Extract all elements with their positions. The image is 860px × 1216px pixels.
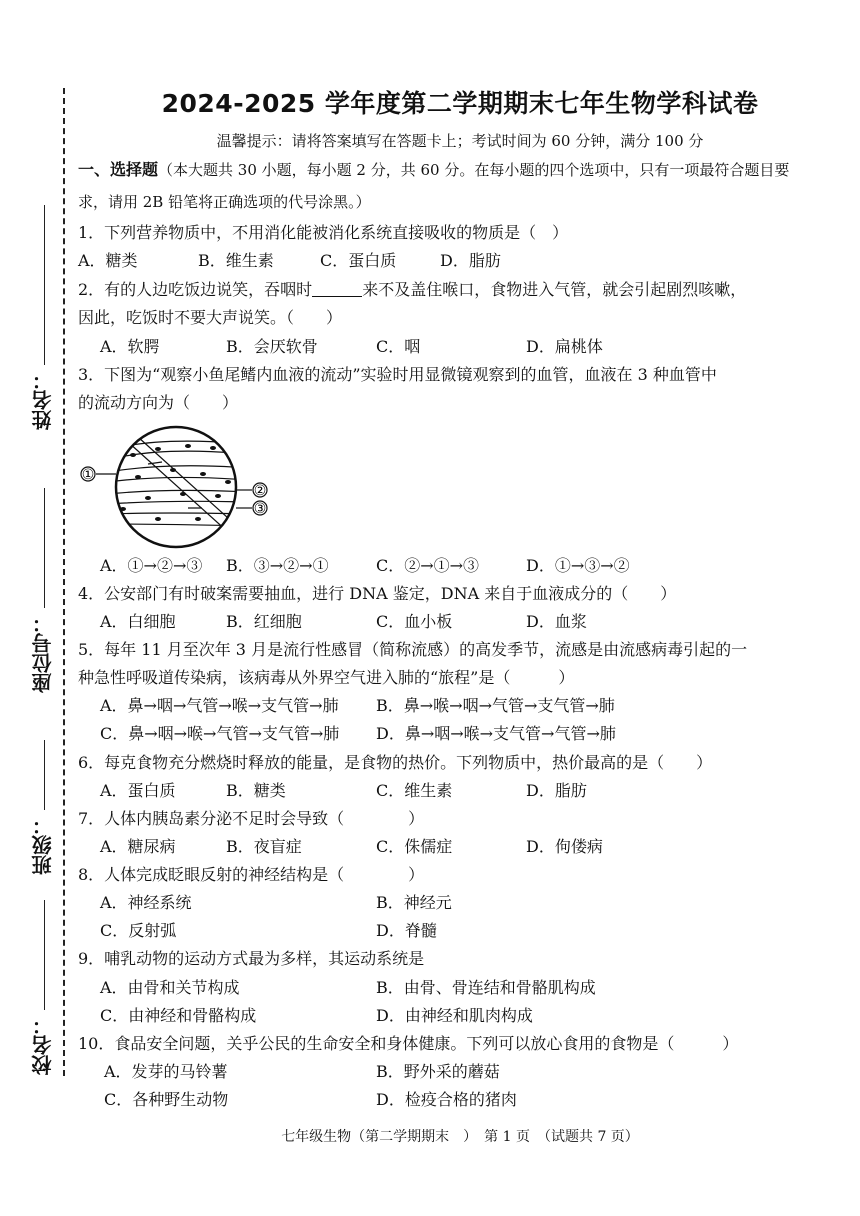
- q2-option-b[interactable]: B．会厌软骨: [226, 337, 318, 356]
- q9-option-d[interactable]: D．由神经和肌肉构成: [376, 1006, 533, 1025]
- q5-options-row2: [100, 720, 790, 748]
- q7-option-d[interactable]: D．佝偻病: [526, 837, 603, 856]
- q4-option-d[interactable]: D．血浆: [526, 612, 587, 631]
- q4-options: [100, 608, 790, 636]
- q2-option-a[interactable]: A．软腭: [100, 337, 160, 356]
- q8-options-row1: [100, 889, 790, 917]
- q5-option-b[interactable]: B．鼻→喉→咽→气管→支气管→肺: [376, 696, 615, 715]
- q2-blank: [312, 280, 362, 297]
- q1-option-c[interactable]: C．蛋白质: [320, 251, 397, 270]
- q9-option-b[interactable]: B．由骨、骨连结和骨骼肌构成: [376, 978, 596, 997]
- name-field-rule[interactable]: [44, 205, 45, 365]
- q10-option-d[interactable]: D．检疫合格的猪肉: [376, 1090, 517, 1109]
- q5-option-c[interactable]: C．鼻→咽→喉→气管→支气管→肺: [100, 724, 340, 743]
- q10-option-c[interactable]: C．各种野生动物: [104, 1090, 229, 1109]
- q3-option-c[interactable]: C．②→①→③: [376, 556, 480, 575]
- q8-option-a[interactable]: A．神经系统: [100, 893, 192, 912]
- q6-options: [100, 777, 790, 805]
- q10-option-a[interactable]: A．发芽的马铃薯: [104, 1062, 228, 1081]
- school-field-label: 校名：: [31, 1015, 55, 1075]
- q3-options: [100, 552, 790, 580]
- figure-label-1: ①: [81, 467, 95, 483]
- q9-options-row2: [100, 1002, 790, 1030]
- q2-stem-b: 来不及盖住喉口，食物进入气管，就会引起剧烈咳嗽，: [362, 280, 747, 299]
- class-field-rule[interactable]: [44, 740, 45, 810]
- q10-option-b[interactable]: B．野外采的蘑菇: [376, 1062, 500, 1081]
- q7-options: [100, 833, 790, 861]
- q6-option-d[interactable]: D．脂肪: [526, 781, 587, 800]
- section-desc-2: 求，请用 2B 铅笔将正确选项的代号涂黑。）: [78, 193, 371, 211]
- binding-dashed-line: [63, 88, 65, 1076]
- q7-option-a[interactable]: A．糖尿病: [100, 837, 176, 856]
- q6-option-a[interactable]: A．蛋白质: [100, 781, 176, 800]
- q7-option-b[interactable]: B．夜盲症: [226, 837, 302, 856]
- q9-option-c[interactable]: C．由神经和骨骼构成: [100, 1006, 257, 1025]
- q2-stem-2: 因此，吃饭时不要大声说笑。（ ）: [78, 308, 343, 327]
- q10-options-row1: [100, 1058, 790, 1086]
- q8-option-d[interactable]: D．脊髓: [376, 921, 437, 940]
- q1-options: [78, 247, 768, 275]
- q3-stem-1: 3．下图为“观察小鱼尾鳍内血液的流动”实验时用显微镜观察到的血管，血液在 3 种血管中: [78, 365, 717, 384]
- q6-option-b[interactable]: B．糖类: [226, 781, 286, 800]
- blood-vessel-figure: [78, 422, 278, 552]
- q8-option-b[interactable]: B．神经元: [376, 893, 452, 912]
- q3-option-b[interactable]: B．③→②→①: [226, 556, 329, 575]
- q10-options-row2: [100, 1086, 790, 1114]
- class-field: [26, 740, 56, 890]
- q4-option-c[interactable]: C．血小板: [376, 612, 453, 631]
- school-field: [26, 900, 56, 1080]
- q4-stem: 4．公安部门有时破案需要抽血，进行 DNA 鉴定，DNA 来自于血液成分的（ ）: [78, 584, 677, 603]
- q4-option-a[interactable]: A．白细胞: [100, 612, 176, 631]
- section-name: 一、选择题: [78, 160, 159, 179]
- q6-option-c[interactable]: C．维生素: [376, 781, 453, 800]
- exam-hint: 温馨提示：请将答案填写在答题卡上；考试时间为 60 分钟，满分 100 分: [216, 132, 704, 150]
- q5-options-row1: [100, 692, 790, 720]
- figure-label-3: ③: [253, 501, 267, 517]
- q9-options-row1: [100, 974, 790, 1002]
- figure-label-2: ②: [253, 483, 267, 499]
- q2-options: [100, 333, 790, 361]
- q1-stem: 1．下列营养物质中，不用消化能被消化系统直接吸收的物质是（ ）: [78, 223, 569, 242]
- q4-option-b[interactable]: B．红细胞: [226, 612, 302, 631]
- page-footer: 七年级生物（第二学期期末 ） 第 1 页 （试题共 7 页）: [281, 1129, 639, 1145]
- name-field: [26, 205, 56, 435]
- school-field-rule[interactable]: [44, 900, 45, 1010]
- q7-stem: 7．人体内胰岛素分泌不足时会导致（ ）: [78, 809, 425, 828]
- q1-option-d[interactable]: D．脂肪: [440, 251, 501, 270]
- q3-option-d[interactable]: D．①→③→②: [526, 556, 630, 575]
- q8-option-c[interactable]: C．反射弧: [100, 921, 177, 940]
- name-field-label: 姓名：: [31, 370, 55, 430]
- q1-option-a[interactable]: A．糖类: [78, 251, 138, 270]
- section-desc-1: （本大题共 30 小题，每小题 2 分，共 60 分。在每小题的四个选项中，只有一项最符合题目要: [158, 161, 790, 179]
- q7-option-c[interactable]: C．侏儒症: [376, 837, 453, 856]
- q2-option-d[interactable]: D．扁桃体: [526, 337, 603, 356]
- q3-option-a[interactable]: A．①→②→③: [100, 556, 203, 575]
- class-field-label: 班级：: [31, 815, 55, 875]
- q10-stem: 10．食品安全问题，关乎公民的生命安全和身体健康。下列可以放心食用的食物是（ ）: [78, 1034, 739, 1053]
- q2-stem-a: 2．有的人边吃饭边说笑，吞咽时: [78, 280, 313, 299]
- q5-option-d[interactable]: D．鼻→咽→喉→支气管→气管→肺: [376, 724, 616, 743]
- q9-option-a[interactable]: A．由骨和关节构成: [100, 978, 240, 997]
- q1-option-b[interactable]: B．维生素: [198, 251, 274, 270]
- q5-stem-2: 种急性呼吸道传染病，该病毒从外界空气进入肺的“旅程”是（ ）: [78, 668, 575, 687]
- q8-stem: 8．人体完成眨眼反射的神经结构是（ ）: [78, 865, 425, 884]
- q5-option-a[interactable]: A．鼻→咽→气管→喉→支气管→肺: [100, 696, 339, 715]
- q6-stem: 6．每克食物充分燃烧时释放的能量，是食物的热价。下列物质中，热价最高的是（ ）: [78, 753, 713, 772]
- seat-field-rule[interactable]: [44, 488, 45, 608]
- q9-stem: 9．哺乳动物的运动方式最为多样，其运动系统是: [78, 949, 425, 968]
- q5-stem-1: 5．每年 11 月至次年 3 月是流行性感冒（简称流感）的高发季节，流感是由流感病毒引起的一: [78, 640, 748, 659]
- q2-stem: [78, 276, 746, 304]
- section-heading: [78, 156, 789, 184]
- exam-title: 2024-2025 学年度第二学期期末七年生物学科试卷: [161, 89, 759, 118]
- q8-options-row2: [100, 917, 790, 945]
- q2-option-c[interactable]: C．咽: [376, 337, 421, 356]
- q3-stem-2: 的流动方向为（ ）: [78, 393, 239, 412]
- seat-field: [26, 488, 56, 728]
- seat-field-label: 座位号：: [31, 613, 55, 693]
